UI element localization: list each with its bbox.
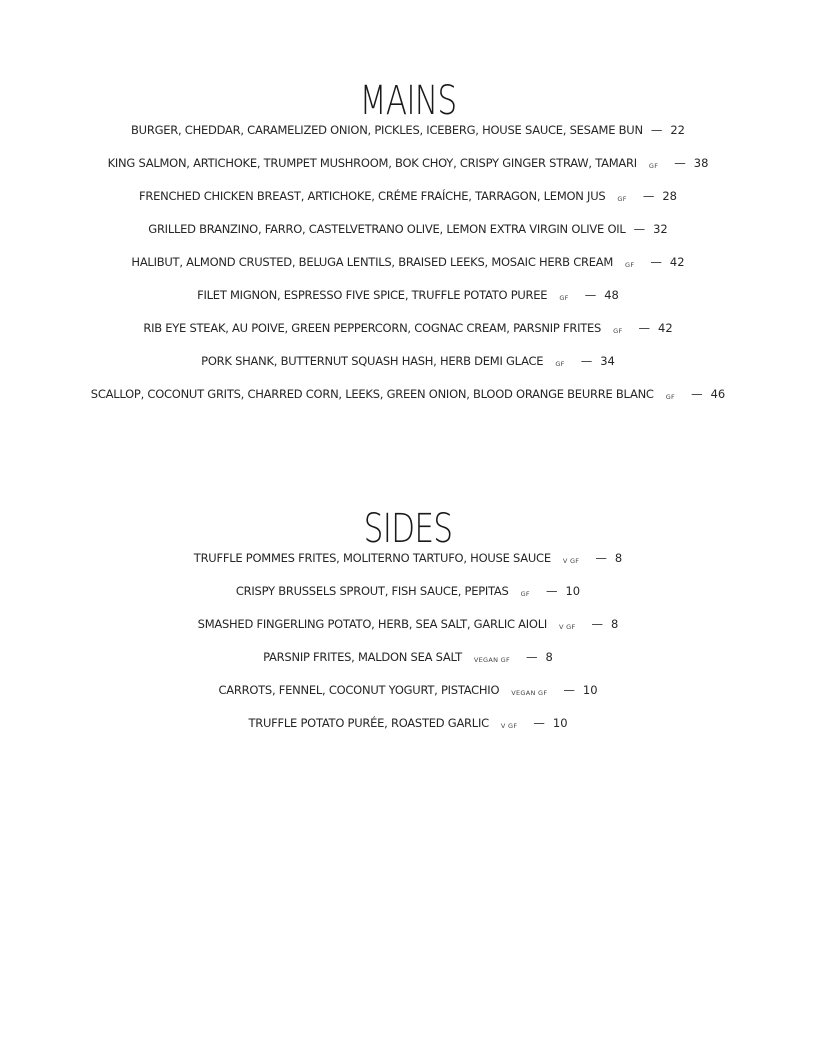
dietary-tag: V GF [562, 557, 580, 565]
menu-item-name: TRUFFLE POMMES FRITES, MOLITERNO TARTUFO, HOUSE SAUCE [193, 551, 551, 565]
dietary-tag: GF [665, 393, 676, 401]
menu-item-price: 22 [670, 123, 685, 137]
dietary-tag: VEGAN GF [473, 656, 511, 664]
menu-item [0, 288, 816, 321]
menu-item-name: FRENCHED CHICKEN BREAST, ARTICHOKE, CRÉME FRAÍCHE, TARRAGON, LEMON JUS [139, 189, 606, 203]
dietary-tag: GF [648, 162, 659, 170]
price-separator: — [691, 387, 703, 401]
menu-item-price: 10 [582, 683, 598, 697]
menu-item [0, 650, 816, 683]
dietary-tag: GF [613, 327, 623, 335]
menu-item [0, 716, 816, 749]
price-separator: — [633, 222, 646, 236]
price-separator: — [650, 123, 663, 137]
menu-item-name: HALIBUT, ALMOND CRUSTED, BELUGA LENTILS, BRAISED LEEKS, MOSAIC HERB CREAM [131, 255, 614, 269]
dietary-tag: V GF [559, 623, 576, 631]
sides-list [0, 551, 816, 749]
menu-item-price: 10 [565, 584, 581, 598]
price-separator: — [650, 255, 662, 269]
price-separator: — [638, 321, 650, 335]
menu-item-price: 8 [614, 551, 623, 565]
menu-item-name: PARSNIP FRITES, MALDON SEA SALT [263, 650, 462, 664]
dietary-tag: V GF [500, 722, 518, 730]
menu-item-name: GRILLED BRANZINO, FARRO, CASTELVETRANO OLIVE, LEMON EXTRA VIRGIN OLIVE OIL [148, 222, 626, 236]
price-separator: — [545, 584, 558, 598]
menu-item [0, 222, 816, 255]
dietary-tag: GF [625, 261, 635, 269]
menu-item-price: 48 [604, 288, 619, 302]
menu-item-name: CRISPY BRUSSELS SPROUT, FISH SAUCE, PEPITAS [235, 584, 509, 598]
price-separator: — [580, 354, 593, 368]
menu-item-name: SCALLOP, COCONUT GRITS, CHARRED CORN, LEEKS, GREEN ONION, BLOOD ORANGE BEURRE BLANC [90, 387, 654, 401]
menu-item-price: 28 [662, 189, 677, 203]
mains-heading: MAINS [359, 77, 457, 124]
menu-item-name: SMASHED FINGERLING POTATO, HERB, SEA SALT, GARLIC AIOLI [197, 617, 548, 631]
menu-item [0, 189, 816, 222]
price-separator: — [674, 156, 686, 170]
menu-item [0, 551, 816, 584]
menu-item-price: 42 [658, 321, 673, 335]
dietary-tag: GF [520, 590, 530, 598]
price-separator: — [584, 288, 597, 302]
menu-item-price: 8 [611, 617, 619, 631]
dietary-tag: VEGAN GF [511, 689, 548, 697]
price-separator: — [591, 617, 604, 631]
menu-item-price: 38 [693, 156, 709, 170]
menu-item-name: PORK SHANK, BUTTERNUT SQUASH HASH, HERB DEMI GLACE [201, 354, 544, 368]
price-separator: — [595, 551, 607, 565]
price-separator: — [533, 716, 545, 730]
menu-item [0, 387, 816, 420]
menu-item [0, 321, 816, 354]
menu-item-price: 10 [552, 716, 568, 730]
menu-item [0, 255, 816, 288]
menu-item [0, 683, 816, 716]
sides-heading: SIDES [363, 505, 453, 552]
dietary-tag: GF [559, 294, 569, 302]
menu-item-name: CARROTS, FENNEL, COCONUT YOGURT, PISTACHIO [218, 683, 500, 697]
dietary-tag: GF [617, 195, 627, 203]
menu-item-price: 46 [710, 387, 726, 401]
mains-list [0, 123, 816, 420]
menu-item-price: 8 [545, 650, 553, 664]
menu-item-price: 32 [653, 222, 668, 236]
menu-item [0, 123, 816, 156]
menu-item-name: FILET MIGNON, ESPRESSO FIVE SPICE, TRUFFLE POTATO PUREE [197, 288, 548, 302]
menu-item-name: RIB EYE STEAK, AU POIVE, GREEN PEPPERCORN, COGNAC CREAM, PARSNIP FRITES [143, 321, 602, 335]
menu-item-price: 34 [600, 354, 615, 368]
price-separator: — [526, 650, 538, 664]
menu-item [0, 584, 816, 617]
menu-item [0, 156, 816, 189]
price-separator: — [563, 683, 575, 697]
menu-item [0, 617, 816, 650]
menu-item-name: BURGER, CHEDDAR, CARAMELIZED ONION, PICKLES, ICEBERG, HOUSE SAUCE, SESAME BUN [131, 123, 643, 137]
menu-item-name: TRUFFLE POTATO PURÉE, ROASTED GARLIC [248, 716, 489, 730]
price-separator: — [642, 189, 655, 203]
menu-item-name: KING SALMON, ARTICHOKE, TRUMPET MUSHROOM, BOK CHOY, CRISPY GINGER STRAW, TAMARI [107, 156, 637, 170]
menu-item [0, 354, 816, 387]
dietary-tag: GF [555, 360, 565, 368]
menu-item-price: 42 [669, 255, 685, 269]
